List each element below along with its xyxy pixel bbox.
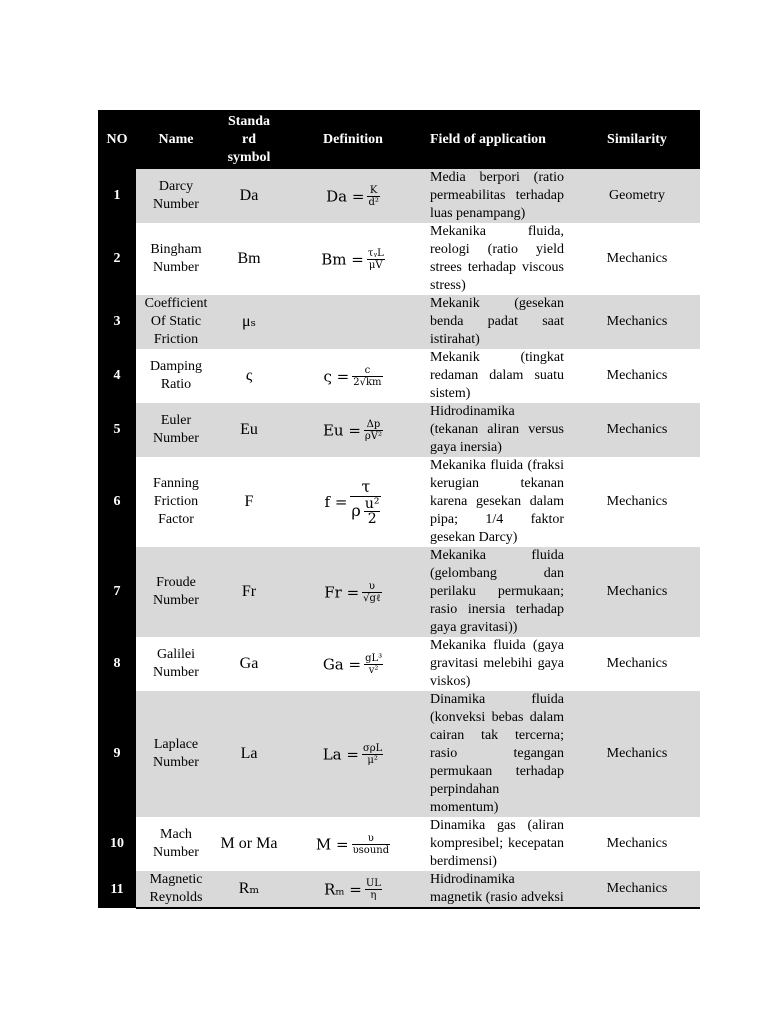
row-field: Mekanika fluida (fraksi kerugian tekanan karena gesekan dalam pipa; 1/4 faktor gesekan Darcy) — [430, 458, 564, 545]
formula-numerator: τ — [350, 478, 381, 497]
formula-denominator: d² — [368, 196, 379, 208]
row-symbol: μₛ — [216, 295, 282, 349]
formula-numerator: υ — [362, 581, 382, 593]
row-similarity: Mechanics — [574, 295, 700, 349]
table-row — [98, 547, 700, 637]
formula-fraction — [364, 419, 383, 442]
formula-numerator: Δp — [364, 419, 383, 431]
row-name: Mach Number — [153, 827, 199, 860]
row-definition — [282, 457, 424, 547]
formula-lhs: M = — [315, 835, 349, 853]
row-symbol: Da — [216, 169, 282, 223]
formula-fraction — [362, 581, 382, 604]
formula-fraction — [365, 878, 382, 901]
row-definition — [282, 871, 424, 908]
row-definition — [282, 691, 424, 817]
row-number: 8 — [98, 637, 136, 691]
row-symbol: Rₘ — [216, 871, 282, 908]
formula-lhs: f = — [324, 493, 348, 511]
row-name: Laplace Number — [136, 691, 216, 817]
header-field: Field of application — [424, 110, 574, 169]
row-similarity: Mechanics — [606, 251, 668, 266]
row-number: 4 — [98, 349, 136, 403]
table-row — [98, 817, 700, 871]
table-row — [98, 691, 700, 817]
formula-lhs: Eu = — [322, 421, 361, 439]
header-no: NO — [98, 110, 136, 169]
dimensionless-numbers-table — [98, 110, 700, 909]
formula-numerator: gL³ — [365, 652, 383, 664]
table-row — [98, 637, 700, 691]
formula-lhs: Da = — [326, 187, 365, 205]
formula-inner-denominator: 2 — [367, 511, 377, 527]
row-definition — [282, 349, 424, 403]
formula-numerator: K — [367, 185, 379, 197]
formula-denominator: ρV² — [364, 430, 383, 442]
formula-denominator: η — [370, 889, 377, 901]
row-name: Euler Number — [136, 403, 216, 457]
formula-denominator — [350, 497, 381, 526]
formula-density: ρ — [351, 501, 361, 520]
row-name: Fanning Friction Factor — [153, 476, 199, 527]
formula-fraction — [350, 478, 381, 526]
formula-denominator: μV — [368, 259, 383, 271]
formula-lhs: Fr = — [324, 583, 360, 601]
row-field: Hidrodinamika (tekanan aliran versus gaya inersia) — [424, 403, 574, 457]
table-row — [98, 349, 700, 403]
row-similarity: Mechanics — [606, 656, 668, 671]
row-symbol: Fr — [216, 547, 282, 637]
row-field: Mekanika fluida, reologi (ratio yield strees terhadap viscous stress) — [430, 224, 564, 293]
header-definition: Definition — [282, 110, 424, 169]
formula-fraction — [367, 248, 385, 271]
formula-numerator: UL — [365, 877, 381, 889]
row-number: 7 — [98, 547, 136, 637]
table-header-row — [98, 110, 700, 169]
row-name: Magnetic Reynolds — [136, 871, 216, 908]
row-symbol: F — [244, 493, 254, 510]
row-symbol: Ga — [239, 655, 259, 672]
formula-fraction — [352, 365, 382, 388]
table-row — [98, 871, 700, 908]
row-symbol: Bm — [237, 250, 261, 267]
table-row — [98, 295, 700, 349]
row-field: Dinamika gas (aliran kompresibel; kecepatan berdimensi) — [430, 818, 564, 869]
row-name: Froude Number — [136, 547, 216, 637]
row-name: Darcy Number — [136, 169, 216, 223]
row-definition — [282, 817, 424, 871]
formula-numerator: σρL — [362, 742, 383, 754]
formula-fraction — [367, 185, 379, 208]
row-definition — [282, 637, 424, 691]
row-similarity: Mechanics — [574, 403, 700, 457]
formula-denominator: υsound — [352, 844, 390, 856]
formula-lhs: Ga = — [322, 655, 362, 673]
row-number: 1 — [98, 169, 136, 223]
formula-numerator: c — [352, 365, 382, 377]
table-row — [98, 169, 700, 223]
table-row — [98, 403, 700, 457]
row-name: Coefficient Of Static Friction — [136, 295, 216, 349]
header-name: Name — [136, 110, 216, 169]
formula-numerator: τᵧL — [367, 247, 384, 259]
formula-lhs: Rₘ = — [324, 880, 362, 898]
formula-lhs: La = — [322, 745, 359, 763]
row-similarity: Mechanics — [606, 836, 668, 851]
header-similarity: Similarity — [574, 110, 700, 169]
row-number: 2 — [98, 223, 136, 295]
row-field: Media berpori (ratio permeabilitas terhadap luas penampang) — [424, 169, 574, 223]
table-row — [98, 457, 700, 547]
row-number: 3 — [98, 295, 136, 349]
row-field: Mekanik (tingkat redaman dalam suatu sistem) — [430, 350, 564, 401]
row-similarity: Mechanics — [574, 871, 700, 908]
formula-denominator: √gℓ — [363, 592, 381, 604]
row-number: 9 — [98, 691, 136, 817]
row-similarity: Geometry — [574, 169, 700, 223]
row-similarity: Mechanics — [606, 368, 668, 383]
row-symbol: La — [216, 691, 282, 817]
row-symbol: ς — [245, 367, 253, 384]
header-symbol: Standa rd symbol — [216, 110, 282, 169]
formula-denominator: 2√km — [353, 376, 382, 388]
row-number: 11 — [98, 871, 136, 908]
formula-inner-numerator: u² — [364, 496, 380, 512]
formula-lhs: Bm = — [321, 250, 364, 268]
formula-denominator: μ² — [367, 754, 378, 766]
formula-fraction — [364, 653, 383, 676]
row-number: 10 — [98, 817, 136, 871]
row-symbol: Eu — [216, 403, 282, 457]
row-definition — [282, 295, 424, 349]
row-similarity: Mechanics — [574, 691, 700, 817]
row-name: Damping Ratio — [149, 359, 203, 392]
row-field: Hidrodinamika magnetik (rasio adveksi — [424, 871, 574, 908]
row-field: Mekanika fluida (gaya gravitasi melebihi gaya viskos) — [430, 638, 564, 689]
formula-inner-fraction — [364, 497, 381, 526]
row-name: Galilei Number — [153, 647, 199, 680]
row-similarity: Mechanics — [574, 547, 700, 637]
row-field: Dinamika fluida (konveksi bebas dalam cairan tak tercerna; rasio tegangan permukaan terhadap perpindahan momentum) — [424, 691, 574, 817]
row-number: 6 — [98, 457, 136, 547]
row-definition — [282, 223, 424, 295]
formula-lhs: ς = — [323, 367, 350, 385]
row-field: Mekanik (gesekan benda padat saat istirahat) — [424, 295, 574, 349]
formula-numerator: υ — [352, 833, 391, 845]
formula-denominator: v² — [368, 664, 379, 676]
row-similarity: Mechanics — [606, 494, 668, 509]
row-symbol: M or Ma — [220, 835, 278, 852]
row-number: 5 — [98, 403, 136, 457]
formula-fraction — [362, 743, 383, 766]
row-definition — [282, 547, 424, 637]
table-row — [98, 223, 700, 295]
formula-fraction — [352, 833, 391, 856]
row-name: Bingham Number — [150, 242, 202, 275]
row-definition — [282, 169, 424, 223]
row-field: Mekanika fluida (gelombang dan perilaku permukaan; rasio inersia terhadap gaya gravitasi)) — [424, 547, 574, 637]
row-definition — [282, 403, 424, 457]
